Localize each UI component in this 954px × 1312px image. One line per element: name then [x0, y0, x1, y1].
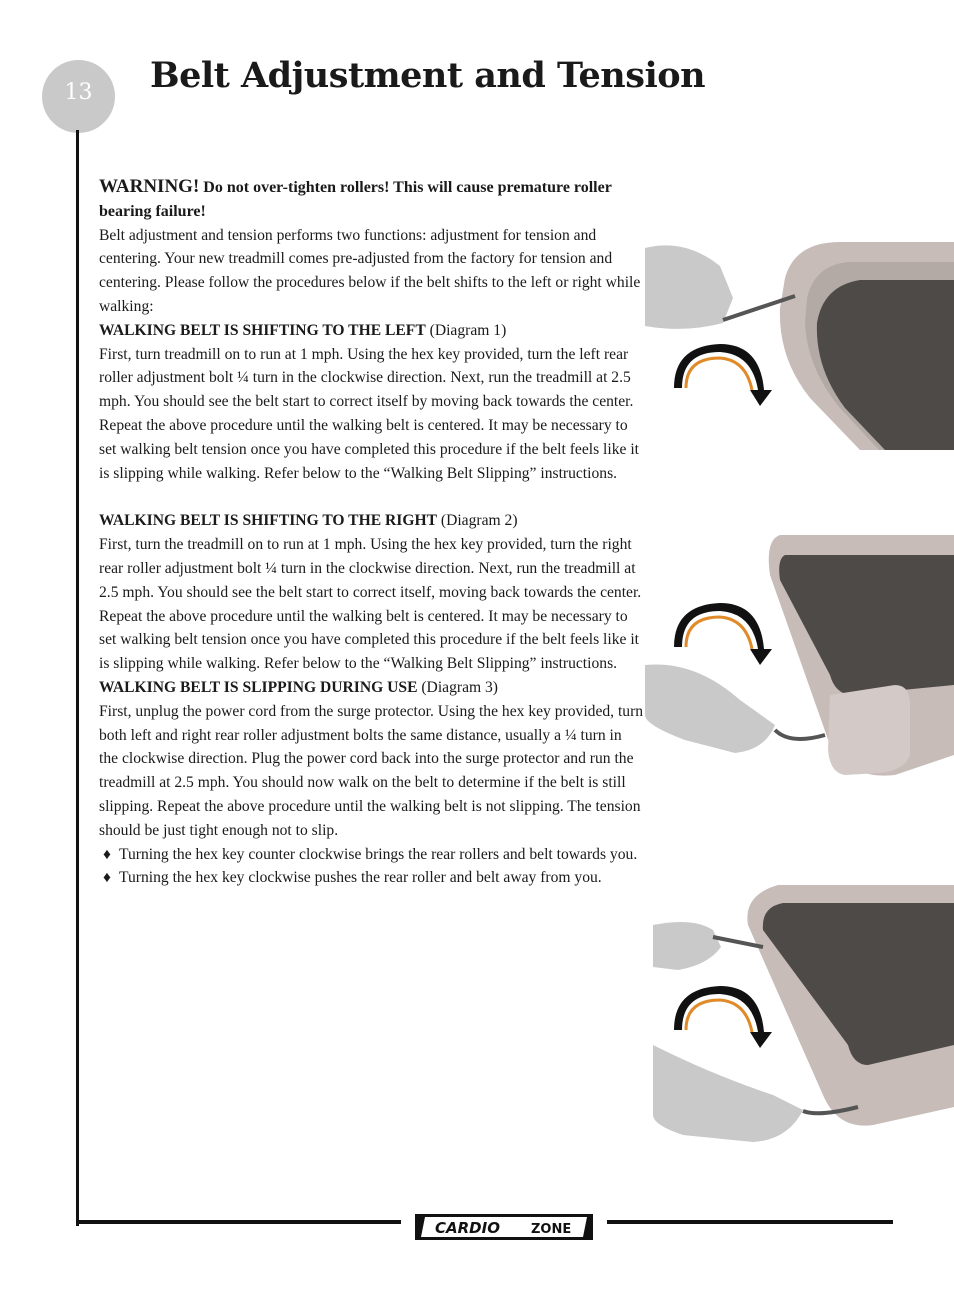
clockwise-arrow-icon	[674, 603, 772, 665]
intro-paragraph: Belt adjustment and tension performs two functions: adjustment for tension and centering. Your new treadmill comes pre-adjusted from the factory for tension and centering. Please follow the procedures below if the belt shifts to the left or right while walking:	[99, 226, 641, 315]
section-heading: WALKING BELT IS SHIFTING TO THE LEFT	[99, 321, 426, 339]
section-slipping-heading-line	[99, 676, 644, 700]
bullet-text: Turning the hex key counter clockwise brings the rear rollers and belt towards you.	[119, 845, 638, 863]
hex-key	[775, 730, 825, 739]
diagram-1-left-roller	[645, 228, 954, 450]
logo-part-2: ZONE	[531, 1222, 572, 1237]
instructions-column	[99, 175, 644, 890]
hand-illustration	[653, 1045, 803, 1142]
page-title: Belt Adjustment and Tension	[150, 55, 706, 96]
section-heading: WALKING BELT IS SHIFTING TO THE RIGHT	[99, 512, 437, 530]
page-number-badge	[42, 60, 115, 133]
footer-rule-left	[76, 1220, 401, 1224]
diamond-bullet-icon: ♦	[103, 845, 111, 863]
diagram-reference: (Diagram 1)	[425, 321, 507, 339]
bullet-text: Turning the hex key clockwise pushes the rear roller and belt away from you.	[119, 869, 602, 887]
hand-illustration	[645, 664, 775, 753]
spacer	[99, 485, 644, 509]
logo-part-1: CARDIO	[435, 1219, 500, 1237]
diamond-bullet-icon: ♦	[103, 869, 111, 887]
hand-illustration	[645, 245, 733, 329]
warning-label: WARNING!	[99, 176, 200, 197]
footer-rule-right	[607, 1220, 893, 1224]
section-right-heading-line	[99, 509, 644, 533]
page-number: 13	[64, 80, 93, 105]
warning-paragraph	[99, 175, 644, 224]
section-right-body: First, turn the treadmill on to run at 1 mph. Using the hex key provided, turn the right rear roller adjustment bolt ¼ turn in the clockwise direction. Next, run the treadmill at 2.5 mph. You should see the belt start to correct itself, moving back towards the center. Repeat the above procedure until the walking belt is centered. It may be necessary to set walking belt tension once you have completed this procedure if the belt feels like it is slipping while walking. Refer below to the “Walking Belt Slipping” instructions.	[99, 536, 642, 673]
section-slipping-body: First, unplug the power cord from the surge protector. Using the hex key provided, turn both left and right rear roller adjustment bolts the same distance, usually a ¼ turn in the clockwise direction. Plug the power cord back into the surge protector and run the treadmill at 2.5 mph. You should now walk on the belt to determine if the belt is still slipping. Repeat the above procedure until the walking belt is not slipping. The tension should be just tight enough not to slip.	[99, 702, 644, 839]
cardiozone-logo	[415, 1212, 593, 1240]
diagram-reference: (Diagram 2)	[437, 512, 518, 530]
hand-illustration	[653, 922, 721, 970]
section-heading: WALKING BELT IS SLIPPING DURING USE	[99, 678, 418, 696]
section-left-heading-line	[99, 319, 644, 343]
roller-end-cap	[828, 685, 910, 775]
bullet-item	[99, 866, 644, 890]
warning-text: Do not over-tighten rollers! This will cause premature roller bearing failure!	[99, 179, 612, 220]
diagram-2-right-roller	[645, 535, 954, 780]
left-vertical-rule	[76, 130, 79, 1226]
section-left-body: First, turn treadmill on to run at 1 mph. Using the hex key provided, turn the left rear roller adjustment bolt ¼ turn in the clockwise direction. Next, run the treadmill at 2.5 mph. You should see the belt start to correct itself by moving back towards the center. Repeat the above procedure until the walking belt is centered. It may be necessary to set walking belt tension once you have completed this procedure if the belt feels like it is slipping while walking. Refer below to the “Walking Belt Slipping” instructions.	[99, 345, 639, 482]
bullet-item	[99, 843, 644, 867]
diagram-reference: (Diagram 3)	[417, 678, 499, 696]
clockwise-arrow-icon	[674, 344, 772, 406]
diagram-3-both-rollers	[653, 885, 954, 1147]
clockwise-arrow-icon	[674, 986, 772, 1048]
